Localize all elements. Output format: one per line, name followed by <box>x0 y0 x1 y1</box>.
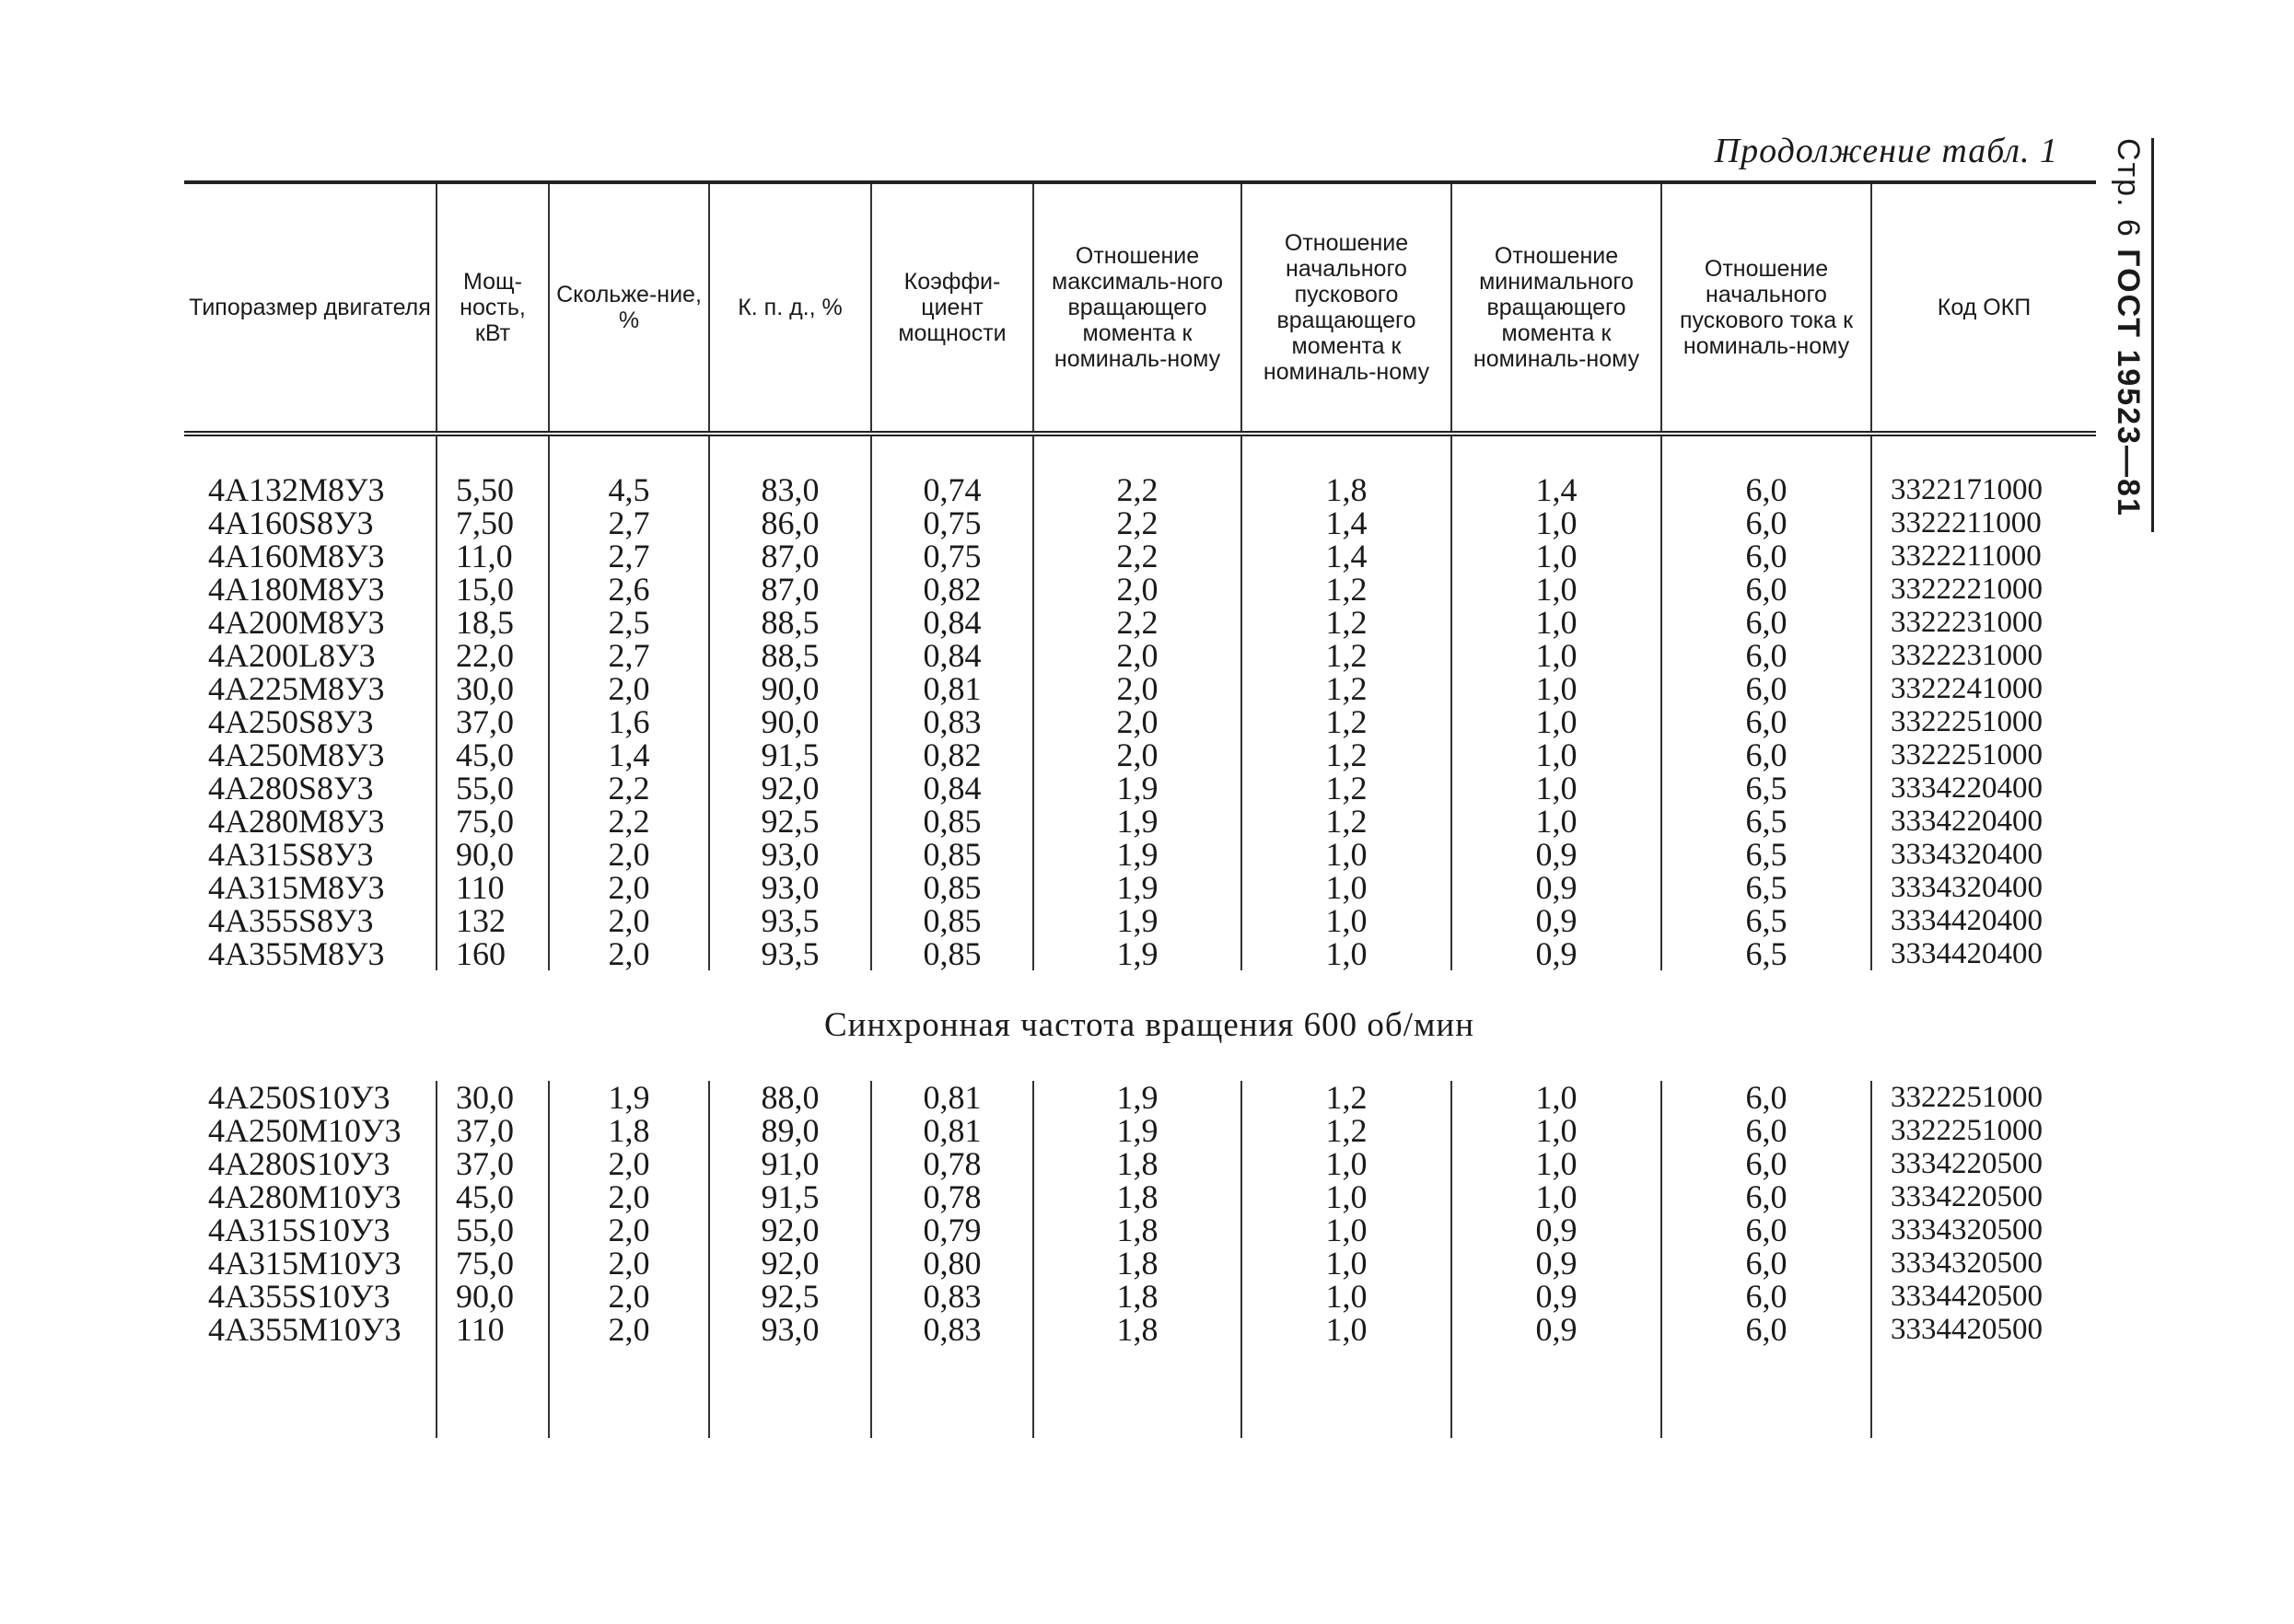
motor-type-cell: 4А160М8У3 <box>208 538 385 574</box>
table-cell: 0,75 <box>871 539 1033 573</box>
table-cell: 93,0 <box>709 1313 871 1346</box>
motor-type-cell: 4А250S8У3 <box>208 703 374 740</box>
spacer-cell <box>871 434 1033 473</box>
table-cell: 2,0 <box>1033 639 1241 672</box>
table-cell: 6,0 <box>1661 1147 1871 1180</box>
table-cell: 0,78 <box>871 1180 1033 1213</box>
table-cell: 0,9 <box>1451 1280 1661 1313</box>
table-cell: 3322171000 <box>1871 473 2096 506</box>
table-cell: 2,0 <box>1033 573 1241 606</box>
table-cell: 3334420400 <box>1871 937 2096 970</box>
table-cell: 1,2 <box>1241 705 1451 738</box>
side-rule <box>2151 138 2154 532</box>
table-row <box>184 1147 2096 1180</box>
table-cell: 1,2 <box>1241 639 1451 672</box>
table-cell: 2,0 <box>549 1247 709 1280</box>
motor-type-cell: 4А315S10У3 <box>208 1212 390 1248</box>
table-cell: 2,0 <box>1033 705 1241 738</box>
motor-type-cell: 4А200М8У3 <box>208 604 385 641</box>
header-cell: Код ОКП <box>1871 182 2096 434</box>
motor-type-cell: 4А250S10У3 <box>208 1079 390 1116</box>
table-cell: 0,85 <box>871 805 1033 838</box>
table-cell: 1,0 <box>1451 1114 1661 1147</box>
table-cell: 37,0 <box>437 705 549 738</box>
tail-row <box>184 1346 2096 1438</box>
table-row <box>184 606 2096 639</box>
table-row <box>184 937 2096 970</box>
table-cell: 3322251000 <box>1871 705 2096 738</box>
table-cell: 4,5 <box>549 473 709 506</box>
table-cell: 1,0 <box>1451 639 1661 672</box>
table-cell: 1,0 <box>1451 705 1661 738</box>
table-cell: 160 <box>437 937 549 970</box>
table-cell: 1,0 <box>1451 771 1661 805</box>
spacer-cell <box>1033 434 1241 473</box>
table-cell: 0,85 <box>871 871 1033 904</box>
table-cell: 3322211000 <box>1871 539 2096 573</box>
table-cell: 2,2 <box>1033 539 1241 573</box>
table-cell: 1,9 <box>549 1081 709 1114</box>
spacer-cell <box>871 1346 1033 1438</box>
table-cell: 93,0 <box>709 871 871 904</box>
table-cell: 45,0 <box>437 1180 549 1213</box>
header-cell: Отношение минимального вращающего момента к номиналь-ному <box>1451 182 1661 434</box>
spacer-cell <box>1241 1346 1451 1438</box>
table-cell: 1,9 <box>1033 1081 1241 1114</box>
motor-type-cell: 4А250М10У3 <box>208 1112 402 1149</box>
table-cell: 2,2 <box>1033 473 1241 506</box>
table-cell: 1,9 <box>1033 937 1241 970</box>
table-cell: 0,9 <box>1451 1247 1661 1280</box>
table-cell: 3334220500 <box>1871 1147 2096 1180</box>
motor-type-cell: 4А180М8У3 <box>208 571 385 608</box>
table-cell: 1,0 <box>1451 672 1661 705</box>
table-cell: 1,6 <box>549 705 709 738</box>
table-cell: 90,0 <box>709 705 871 738</box>
table-cell: 0,84 <box>871 771 1033 805</box>
table-cell: 2,0 <box>1033 738 1241 771</box>
table-cell: 1,2 <box>1241 738 1451 771</box>
table-cell: 1,2 <box>1241 606 1451 639</box>
motor-type-cell: 4А132М8У3 <box>208 471 385 508</box>
table-cell: 1,2 <box>1241 1114 1451 1147</box>
table-cell: 6,0 <box>1661 573 1871 606</box>
table-cell: 1,0 <box>1241 1313 1451 1346</box>
motor-type-cell: 4А355S8У3 <box>208 902 374 939</box>
table-cell: 1,0 <box>1451 573 1661 606</box>
table-cell: 1,0 <box>1451 805 1661 838</box>
table-cell: 2,0 <box>549 672 709 705</box>
table-cell: 1,4 <box>1241 539 1451 573</box>
table-cell: 6,5 <box>1661 771 1871 805</box>
table-cell: 6,0 <box>1661 506 1871 539</box>
table-cell: 93,5 <box>709 904 871 937</box>
table-cell: 87,0 <box>709 539 871 573</box>
table-cell: 1,2 <box>1241 573 1451 606</box>
table-cell: 3322211000 <box>1871 506 2096 539</box>
table-cell: 0,9 <box>1451 838 1661 871</box>
header-cell: Отношение начального пускового вращающего момента к номиналь-ному <box>1241 182 1451 434</box>
table-cell: 45,0 <box>437 738 549 771</box>
table-cell: 2,6 <box>549 573 709 606</box>
table-cell: 1,4 <box>1241 506 1451 539</box>
motor-type-cell: 4А355S10У3 <box>208 1278 390 1315</box>
table-cell: 0,85 <box>871 937 1033 970</box>
table-cell: 1,2 <box>1241 672 1451 705</box>
motor-type-cell: 4А355М10У3 <box>208 1311 402 1348</box>
table-cell: 93,0 <box>709 838 871 871</box>
table-cell: 92,0 <box>709 771 871 805</box>
table-cell: 1,0 <box>1241 838 1451 871</box>
table-cell: 6,5 <box>1661 937 1871 970</box>
table-cell: 6,5 <box>1661 904 1871 937</box>
header-cell: Отношение начального пускового тока к номиналь-ному <box>1661 182 1871 434</box>
table-cell: 6,0 <box>1661 639 1871 672</box>
table-cell: 3322241000 <box>1871 672 2096 705</box>
table-cell: 1,2 <box>1241 771 1451 805</box>
table-cell: 1,8 <box>549 1114 709 1147</box>
spacer-cell <box>709 434 871 473</box>
table-cell: 110 <box>437 1313 549 1346</box>
table-row <box>184 705 2096 738</box>
table-cell: 2,7 <box>549 506 709 539</box>
table-cell: 0,78 <box>871 1147 1033 1180</box>
table-cell: 88,0 <box>709 1081 871 1114</box>
table-cell: 92,5 <box>709 805 871 838</box>
table-cell: 0,79 <box>871 1213 1033 1247</box>
table-cell: 0,9 <box>1451 1313 1661 1346</box>
table-row <box>184 738 2096 771</box>
table-cell: 37,0 <box>437 1147 549 1180</box>
table-cell: 3334320500 <box>1871 1213 2096 1247</box>
table-cell: 55,0 <box>437 771 549 805</box>
spacer-cell <box>1451 434 1661 473</box>
table-cell: 15,0 <box>437 573 549 606</box>
table-cell: 1,8 <box>1033 1280 1241 1313</box>
table-cell: 1,2 <box>1241 1081 1451 1114</box>
table-row <box>184 506 2096 539</box>
spacer-cell <box>1871 1346 2096 1438</box>
table-cell: 37,0 <box>437 1114 549 1147</box>
table-cell: 11,0 <box>437 539 549 573</box>
table-cell: 90,0 <box>437 838 549 871</box>
table-cell: 2,0 <box>549 838 709 871</box>
table-cell: 1,0 <box>1451 1147 1661 1180</box>
table-cell: 1,0 <box>1241 1147 1451 1180</box>
table-cell: 3334220400 <box>1871 771 2096 805</box>
spacer-cell <box>184 1346 437 1438</box>
table-row <box>184 1180 2096 1213</box>
table-cell: 1,4 <box>1451 473 1661 506</box>
header-cell: Типоразмер двигателя <box>184 182 437 434</box>
spacer-cell <box>184 434 437 473</box>
spacer-cell <box>549 1346 709 1438</box>
table-cell: 92,5 <box>709 1280 871 1313</box>
page-side-label <box>2110 138 2146 517</box>
motor-type-cell: 4А315М8У3 <box>208 869 385 906</box>
table-cell: 3334420500 <box>1871 1313 2096 1346</box>
table-cell: 3334320400 <box>1871 838 2096 871</box>
table-cell: 1,0 <box>1241 1213 1451 1247</box>
table-cell: 3322251000 <box>1871 1114 2096 1147</box>
table-row <box>184 672 2096 705</box>
table-body <box>184 434 2096 1438</box>
table-cell: 3334320400 <box>1871 871 2096 904</box>
table-cell: 1,8 <box>1241 473 1451 506</box>
header-cell: Мощ-ность, кВт <box>437 182 549 434</box>
table-row <box>184 1114 2096 1147</box>
table-cell: 1,9 <box>1033 871 1241 904</box>
table-cell: 91,5 <box>709 738 871 771</box>
table-cell: 88,5 <box>709 606 871 639</box>
table-cell: 1,9 <box>1033 771 1241 805</box>
table-cell: 7,50 <box>437 506 549 539</box>
table-cell: 1,0 <box>1241 937 1451 970</box>
table-cell: 110 <box>437 871 549 904</box>
table-cell: 2,2 <box>1033 606 1241 639</box>
table-cell: 1,4 <box>549 738 709 771</box>
table-cell: 6,0 <box>1661 1213 1871 1247</box>
table-cell: 87,0 <box>709 573 871 606</box>
table-cell: 3334420500 <box>1871 1280 2096 1313</box>
table-cell: 1,0 <box>1451 1180 1661 1213</box>
table-cell: 3322231000 <box>1871 606 2096 639</box>
table-row <box>184 838 2096 871</box>
spacer-cell <box>437 434 549 473</box>
table-cell: 0,85 <box>871 838 1033 871</box>
table-cell: 1,8 <box>1033 1247 1241 1280</box>
table-cell: 2,0 <box>549 904 709 937</box>
table-row <box>184 1213 2096 1247</box>
table-cell: 0,82 <box>871 738 1033 771</box>
table-cell: 2,5 <box>549 606 709 639</box>
table-cell: 1,8 <box>1033 1213 1241 1247</box>
motor-type-cell: 4А200L8У3 <box>208 637 376 674</box>
table-cell: 2,7 <box>549 539 709 573</box>
table-cell: 3322221000 <box>1871 573 2096 606</box>
table-row <box>184 1313 2096 1346</box>
table-cell: 6,5 <box>1661 838 1871 871</box>
table-cell: 0,81 <box>871 672 1033 705</box>
spacer-cell <box>709 1346 871 1438</box>
table-cell: 6,0 <box>1661 473 1871 506</box>
table-cell: 5,50 <box>437 473 549 506</box>
table-cell: 2,7 <box>549 639 709 672</box>
table-cell: 0,83 <box>871 1280 1033 1313</box>
table-cell: 0,85 <box>871 904 1033 937</box>
table-cell: 6,0 <box>1661 1247 1871 1280</box>
spacer-cell <box>1871 434 2096 473</box>
table-cell: 1,0 <box>1241 1180 1451 1213</box>
motor-type-cell: 4А250М8У3 <box>208 737 385 773</box>
table-cell: 0,83 <box>871 705 1033 738</box>
table-cell: 0,9 <box>1451 1213 1661 1247</box>
motor-type-cell: 4А160S8У3 <box>208 505 374 541</box>
table-cell: 1,8 <box>1033 1180 1241 1213</box>
table-row <box>184 805 2096 838</box>
spacer-row <box>184 434 2096 473</box>
table-cell: 3322251000 <box>1871 738 2096 771</box>
table-cell: 0,9 <box>1451 871 1661 904</box>
table-cell: 1,9 <box>1033 904 1241 937</box>
motor-parameters-table <box>184 180 2096 1438</box>
table-cell: 2,0 <box>549 1313 709 1346</box>
table-cell: 30,0 <box>437 672 549 705</box>
table-row <box>184 1247 2096 1280</box>
table-cell: 6,0 <box>1661 1081 1871 1114</box>
table-row <box>184 771 2096 805</box>
spacer-cell <box>1451 1346 1661 1438</box>
spacer-cell <box>1661 434 1871 473</box>
table-cell: 6,0 <box>1661 606 1871 639</box>
table-cell: 88,5 <box>709 639 871 672</box>
table-cell: 2,2 <box>549 805 709 838</box>
table-cell: 91,0 <box>709 1147 871 1180</box>
table-cell: 1,0 <box>1451 1081 1661 1114</box>
table-cell: 1,0 <box>1451 506 1661 539</box>
spacer-cell <box>549 434 709 473</box>
table-cell: 2,2 <box>1033 506 1241 539</box>
table-cell: 1,0 <box>1451 738 1661 771</box>
table-cell: 6,0 <box>1661 1313 1871 1346</box>
table-row <box>184 904 2096 937</box>
motor-type-cell: 4А280S8У3 <box>208 770 374 806</box>
table-cell: 0,81 <box>871 1081 1033 1114</box>
table-row <box>184 1280 2096 1313</box>
table-cell: 1,2 <box>1241 805 1451 838</box>
table-cell: 90,0 <box>709 672 871 705</box>
page-number: Стр. 6 <box>2111 138 2146 238</box>
header-row <box>184 182 2096 434</box>
motor-type-cell: 4А225М8У3 <box>208 670 385 707</box>
table-cell: 2,2 <box>549 771 709 805</box>
table-cell: 6,0 <box>1661 672 1871 705</box>
table-cell: 75,0 <box>437 805 549 838</box>
table-cell: 3322251000 <box>1871 1081 2096 1114</box>
table-cell: 86,0 <box>709 506 871 539</box>
table-cell: 2,0 <box>549 937 709 970</box>
motor-type-cell: 4А315М10У3 <box>208 1245 402 1282</box>
table-cell: 6,0 <box>1661 705 1871 738</box>
table-cell: 0,84 <box>871 606 1033 639</box>
table-cell: 6,0 <box>1661 738 1871 771</box>
table-cell: 1,0 <box>1241 1280 1451 1313</box>
table-cell: 22,0 <box>437 639 549 672</box>
table-cell: 3334320500 <box>1871 1247 2096 1280</box>
table-cell: 89,0 <box>709 1114 871 1147</box>
table-cell: 1,9 <box>1033 838 1241 871</box>
table-cell: 2,0 <box>549 871 709 904</box>
table-cell: 1,0 <box>1451 539 1661 573</box>
table-cell: 1,0 <box>1241 871 1451 904</box>
table-cell: 0,82 <box>871 573 1033 606</box>
table-cell: 91,5 <box>709 1180 871 1213</box>
table-cell: 6,5 <box>1661 871 1871 904</box>
table-cell: 18,5 <box>437 606 549 639</box>
table-cell: 3334420400 <box>1871 904 2096 937</box>
section-title: Синхронная частота вращения 600 об/мин <box>823 1006 1475 1044</box>
table-cell: 1,0 <box>1241 1247 1451 1280</box>
table-cell: 6,0 <box>1661 539 1871 573</box>
table-cell: 83,0 <box>709 473 871 506</box>
table-cell: 75,0 <box>437 1247 549 1280</box>
table-cell: 0,9 <box>1451 937 1661 970</box>
section-row <box>184 970 2096 1081</box>
table-cell: 0,83 <box>871 1313 1033 1346</box>
table-cell: 0,74 <box>871 473 1033 506</box>
table-cell: 2,0 <box>549 1180 709 1213</box>
table-cell: 2,0 <box>549 1147 709 1180</box>
header-cell: Коэффи-циент мощности <box>871 182 1033 434</box>
table-cell: 6,5 <box>1661 805 1871 838</box>
table-row <box>184 1081 2096 1114</box>
table-row <box>184 539 2096 573</box>
table-cell: 6,0 <box>1661 1180 1871 1213</box>
motor-type-cell: 4А315S8У3 <box>208 836 374 873</box>
table-cell: 1,9 <box>1033 1114 1241 1147</box>
standard-code: ГОСТ 19523—81 <box>2111 249 2146 517</box>
table-cell: 1,8 <box>1033 1147 1241 1180</box>
table-cell: 93,5 <box>709 937 871 970</box>
motor-type-cell: 4А280М8У3 <box>208 803 385 840</box>
table-cell: 0,75 <box>871 506 1033 539</box>
table-cell: 1,0 <box>1451 606 1661 639</box>
table-cell: 0,81 <box>871 1114 1033 1147</box>
table-cell: 6,0 <box>1661 1280 1871 1313</box>
header-cell: Отношение максималь-ного вращающего момента к номиналь-ному <box>1033 182 1241 434</box>
table-cell: 30,0 <box>437 1081 549 1114</box>
table-cell: 3334220500 <box>1871 1180 2096 1213</box>
table-row <box>184 573 2096 606</box>
table-cell: 90,0 <box>437 1280 549 1313</box>
table-cell: 0,9 <box>1451 904 1661 937</box>
table-cell: 3322231000 <box>1871 639 2096 672</box>
table-cell: 6,0 <box>1661 1114 1871 1147</box>
header-cell: Скольже-ние, % <box>549 182 709 434</box>
table-cell: 55,0 <box>437 1213 549 1247</box>
table-cell: 1,8 <box>1033 1313 1241 1346</box>
table-cell: 2,0 <box>1033 672 1241 705</box>
motor-type-cell: 4А280S10У3 <box>208 1145 390 1182</box>
table-row <box>184 473 2096 506</box>
spacer-cell <box>437 1346 549 1438</box>
table-row <box>184 871 2096 904</box>
table-cell: 2,0 <box>549 1213 709 1247</box>
table-cell: 1,9 <box>1033 805 1241 838</box>
table-cell: 3334220400 <box>1871 805 2096 838</box>
header-cell: К. п. д., % <box>709 182 871 434</box>
table-row <box>184 639 2096 672</box>
spacer-cell <box>1661 1346 1871 1438</box>
motor-type-cell: 4А355М8У3 <box>208 935 385 972</box>
table-continuation-caption: Продолжение табл. 1 <box>1714 132 2058 170</box>
table-cell: 92,0 <box>709 1247 871 1280</box>
spacer-cell <box>1241 434 1451 473</box>
table-cell: 0,84 <box>871 639 1033 672</box>
table-cell: 1,0 <box>1241 904 1451 937</box>
table-cell: 132 <box>437 904 549 937</box>
table-cell: 2,0 <box>549 1280 709 1313</box>
motor-type-cell: 4А280М10У3 <box>208 1178 402 1215</box>
table-cell: 0,80 <box>871 1247 1033 1280</box>
spacer-cell <box>1033 1346 1241 1438</box>
table-cell: 92,0 <box>709 1213 871 1247</box>
